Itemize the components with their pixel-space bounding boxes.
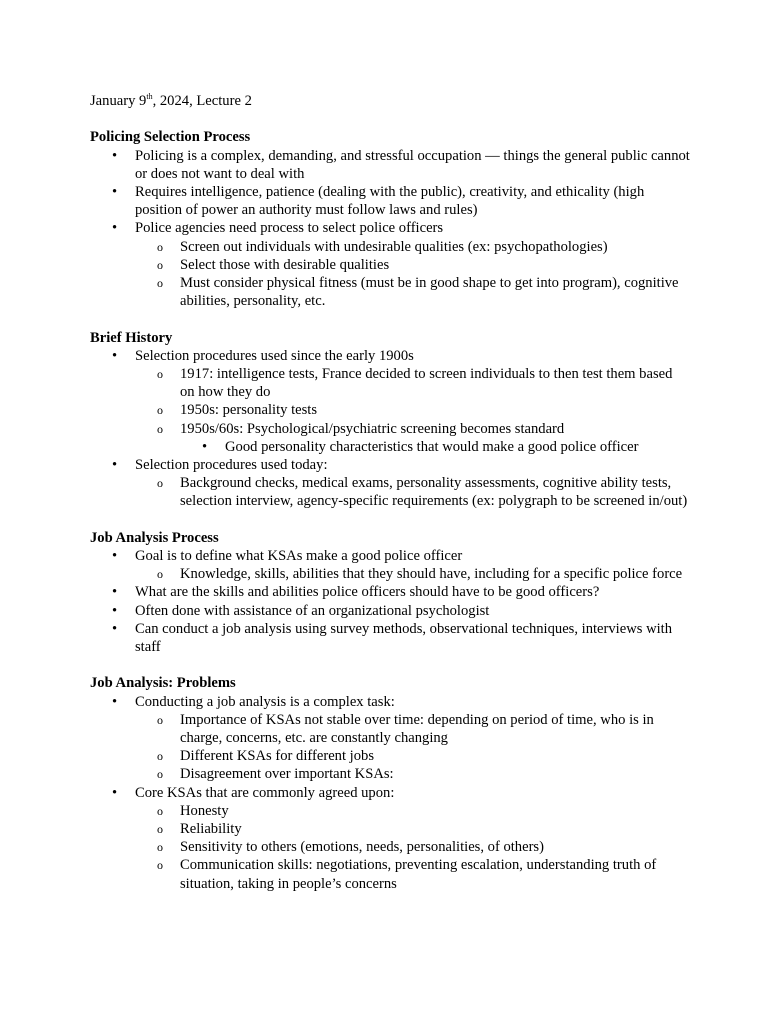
list-item-text: Core KSAs that are commonly agreed upon: [135,784,395,801]
bullet-list [90,347,690,511]
disc-bullet-icon: • [112,184,118,200]
bullet-list [90,693,690,893]
circle-bullet-icon: o [157,840,163,855]
lecture-date-heading [90,92,690,110]
circle-bullet-icon: o [157,421,163,436]
list-item-text: Knowledge, skills, abilities that they should have, including for a specific police force [180,566,683,583]
disc-bullet-icon: • [112,457,118,474]
list-item [90,765,690,783]
list-item [90,620,690,656]
list-item-text: Background checks, medical exams, personality assessments, cognitive ability tests, selection interview, agency-specific requirements (ex: polygraph to be screened in/out) [180,475,688,510]
list-item [90,802,690,820]
list-item-text: Good personality characteristics that would make a good police officer [225,438,639,455]
disc-bullet-icon: • [202,438,208,455]
disc-bullet-icon: • [112,693,118,710]
list-item-text: Screen out individuals with undesirable qualities (ex: psychopathologies) [180,238,608,255]
date-ordinal-suffix: th [146,92,153,102]
circle-bullet-icon: o [157,567,163,582]
list-item [90,347,690,365]
disc-bullet-icon: • [112,584,118,601]
circle-bullet-icon: o [157,367,163,382]
list-item [90,238,690,256]
list-item [90,693,690,711]
list-item [90,256,690,274]
list-item [90,784,690,802]
list-item-text: Different KSAs for different jobs [180,748,375,765]
circle-bullet-icon: o [157,767,163,782]
disc-bullet-icon: • [112,784,118,801]
bullet-list [90,547,690,656]
circle-bullet-icon: o [157,476,163,491]
list-item-text: What are the skills and abilities police officers should have to be good officers? [135,584,600,601]
circle-bullet-icon: o [157,239,163,254]
list-item [90,838,690,856]
list-item-text: Sensitivity to others (emotions, needs, personalities, of others) [180,839,544,856]
list-item-text: Importance of KSAs not stable over time: depending on period of time, who is in charge, concerns, etc. are constantly changing [180,711,654,747]
list-item-text: Conducting a job analysis is a complex task: [135,693,395,710]
list-item [90,365,690,401]
list-item [90,547,690,565]
list-item-text: Select those with desirable qualities [180,256,390,273]
disc-bullet-icon: • [112,602,118,619]
list-item [90,602,690,620]
list-item [90,219,690,237]
notes-body [90,128,690,892]
list-item-text: Policing is a complex, demanding, and stressful occupation — things the general public cannot or does not want to deal with [135,147,690,182]
list-item [90,565,690,583]
circle-bullet-icon: o [157,803,163,818]
list-item [90,711,690,747]
list-item-text: Must consider physical fitness (must be in good shape to get into program), cognitive abilities, personality, etc. [180,275,679,310]
section-title: Job Analysis Process [90,529,219,546]
circle-bullet-icon: o [157,858,163,873]
list-item-text: Police agencies need process to select police officers [135,220,444,237]
disc-bullet-icon: • [112,620,118,637]
document-page [90,92,690,893]
disc-bullet-icon: • [112,347,118,364]
list-item [90,147,690,183]
bullet-list [90,147,690,311]
list-item [90,274,690,310]
section-title: Brief History [90,329,173,346]
list-item-text: Goal is to define what KSAs make a good police officer [135,548,463,565]
disc-bullet-icon: • [112,147,118,164]
section-title: Job Analysis: Problems [90,675,236,692]
list-item-text: 1950s/60s: Psychological/psychiatric screening becomes standard [180,420,565,437]
list-item-text: Requires intelligence, patience (dealing with the public), creativity, and ethicality (high position of power an authority must follow laws and rules) [135,184,645,219]
list-item [90,401,690,419]
list-item-text: Honesty [180,802,229,819]
list-item [90,856,690,892]
circle-bullet-icon: o [157,749,163,764]
list-item-text: Disagreement over important KSAs: [180,766,394,783]
disc-bullet-icon: • [112,220,118,237]
circle-bullet-icon: o [157,822,163,837]
circle-bullet-icon: o [157,276,163,291]
list-item [90,583,690,601]
list-item [90,420,690,438]
list-item-text: Can conduct a job analysis using survey methods, observational techniques, interviews with staff [135,620,673,656]
circle-bullet-icon: o [157,403,163,418]
circle-bullet-icon: o [157,257,163,272]
list-item-text: Reliability [180,821,242,838]
circle-bullet-icon: o [157,712,163,727]
disc-bullet-icon: • [112,548,118,565]
list-item-text: Selection procedures used today: [135,457,328,474]
section-title: Policing Selection Process [90,129,251,146]
list-item [90,747,690,765]
list-item [90,474,690,510]
list-item-text: 1950s: personality tests [180,402,318,419]
list-item [90,438,690,456]
list-item-text: Selection procedures used since the early 1900s [135,347,414,364]
list-item [90,183,690,219]
date-rest: , 2024, Lecture 2 [152,93,252,109]
list-item-text: Communication skills: negotiations, preventing escalation, understanding truth of situation, taking in people’s concerns [180,857,657,892]
list-item [90,820,690,838]
date-prefix: January 9 [90,93,147,109]
list-item [90,456,690,474]
list-item-text: 1917: intelligence tests, France decided to screen individuals to then test them based on how they do [180,366,673,401]
list-item-text: Often done with assistance of an organizational psychologist [135,602,490,619]
